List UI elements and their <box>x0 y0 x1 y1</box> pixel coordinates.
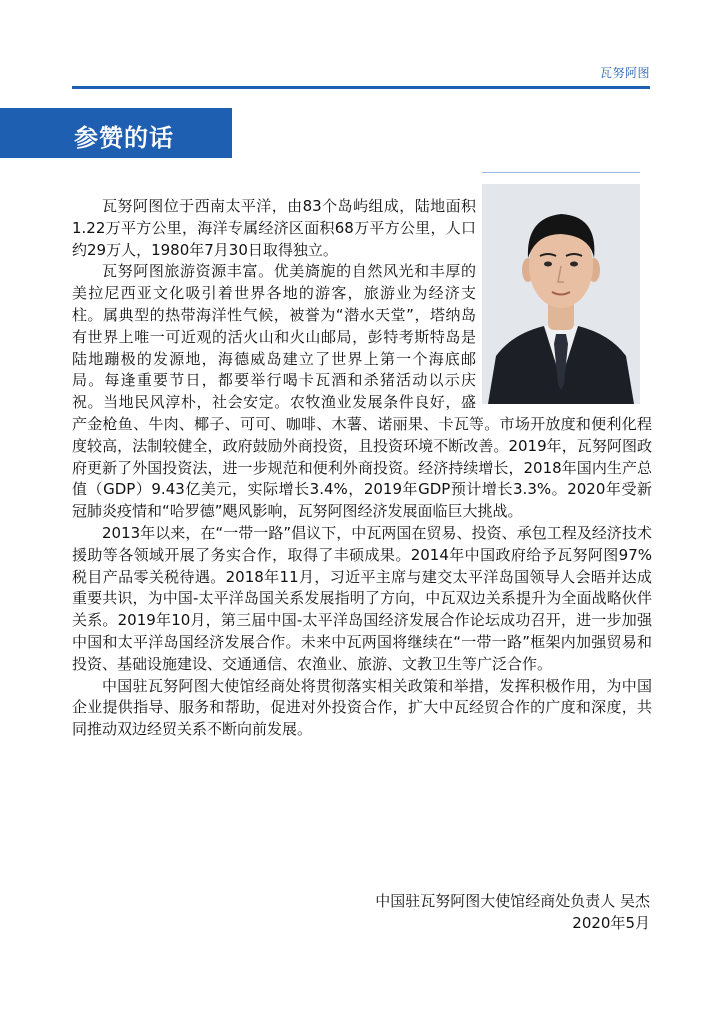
page-title: 参赞的话 <box>74 124 174 152</box>
signature-block <box>375 890 650 934</box>
title-banner <box>0 108 232 158</box>
signature-name: 中国驻瓦努阿图大使馆经商处负责人 吴杰 <box>375 892 650 910</box>
paragraph-tourism-economy: 瓦努阿图旅游资源丰富。优美旖旎的自然风光和丰厚的美拉尼西亚文化吸引着世界各地的游客，旅游业为经济支柱。属典型的热带海洋性气候，被誉为“潜水天堂”，塔纳岛有世界上唯一可近观的活火山和火山邮局，彭特考斯特岛是陆地蹦极的发源地，海德威岛建立了世界上第一个海底邮局。每逢重要节日，都要举行喝卡瓦酒和杀猪活动以示庆祝。当地民风淳朴，社会安定。农牧渔业发展条件良好，盛产金枪鱼、牛肉、椰子、可可、咖啡、木薯、诺丽果、卡瓦等。市场开放度和便利化程度较高，法制较健全，政府鼓励外商投资，且投资环境不断改善。2019年，瓦努阿图政府更新了外国投资法，进一步规范和便利外商投资。经济持续增长，2018年国内生产总值（GDP）9.43亿美元，实际增长3.4%，2019年GDP预计增长3.3%。2020年受新冠肺炎疫情和“哈罗德”飓风影响，瓦努阿图经济发展面临巨大挑战。 <box>72 262 652 521</box>
paragraph-cooperation: 2013年以来，在“一带一路”倡议下，中瓦两国在贸易、投资、承包工程及经济技术援助等各领域开展了务实合作，取得了丰硕成果。2014年中国政府给予瓦努阿图97%税目产品零关税待遇。2018年11月，习近平主席与建交太平洋岛国领导人会晤并达成重要共识，为中国-太平洋岛国关系发展指明了方向，中瓦双边关系提升为全面战略伙伴关系。2019年10月，第三届中国-太平洋岛国经济发展合作论坛成功召开，进一步加强中国和太平洋岛国经济发展合作。未来中瓦两国将继续在“一带一路”框架内加强贸易和投资、基础设施建设、交通通信、农渔业、旅游、文教卫生等广泛合作。 <box>72 523 652 673</box>
header-country-label: 瓦努阿图 <box>599 66 650 80</box>
paragraph-intro: 瓦努阿图位于西南太平洋，由83个岛屿组成，陆地面积1.22万平方公里，海洋专属经济区面积68万平方公里，人口约29万人，1980年7月30日取得独立。 <box>72 197 476 259</box>
photo-float-spacer <box>476 196 652 410</box>
header-rule <box>72 86 650 89</box>
main-content <box>72 196 652 741</box>
photo-rule <box>482 172 640 173</box>
paragraph-commitment: 中国驻瓦努阿图大使馆经商处将贯彻落实相关政策和举措，发挥积极作用，为中国企业提供指导、服务和帮助，促进对外投资合作，扩大中瓦经贸合作的广度和深度，共同推动双边经贸关系不断向前发展。 <box>72 676 652 739</box>
signature-date: 2020年5月 <box>572 914 650 932</box>
